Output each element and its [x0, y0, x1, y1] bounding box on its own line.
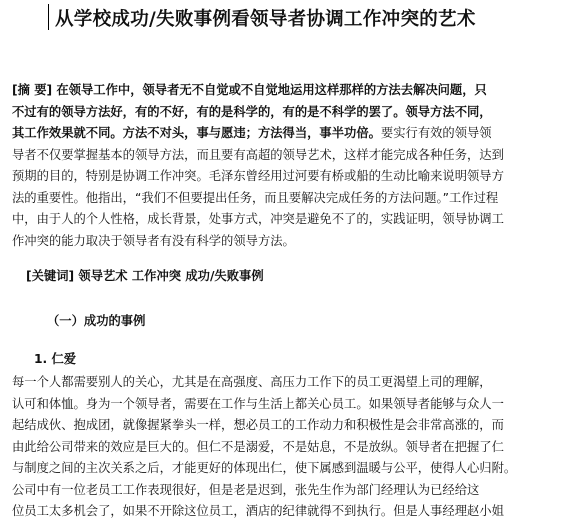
abstract-block: [12, 80, 572, 252]
body-line: 每一个人都需要别人的关心，尤其是在高强度、高压力工作下的员工更渴望上司的理解，: [12, 375, 492, 389]
abstract-line-6: 法的重要性。他指出，“我们不但要提出任务，而且要解决完成任务的方法问题。”工作过程: [12, 190, 499, 205]
body-line: 公司中有一位老员工工作表现很好，但是老是迟到，张先生作为部门经理认为已经给这: [12, 482, 480, 497]
text-cursor: [48, 4, 49, 30]
subsection-heading: 1. 仁爱: [34, 352, 77, 366]
body-line: 由此给公司带来的效应是巨大的。但仁不是溺爱，不是姑息，不是放纵。领导者在把握了仁: [12, 439, 504, 454]
body-line: 与制度之间的主次关系之后，才能更好的体现出仁，使下属感到温暖与公平，使得人心归附。: [12, 461, 517, 475]
abstract-line-2: 不过有的领导方法好，有的不好，有的是科学的，有的是不科学的罢了。领导方法不同，: [12, 104, 492, 119]
abstract-line-3: 其工作效果就不同。方法不对头，事与愿违；方法得当，事半功倍。要实行有效的领导领: [12, 126, 492, 140]
abstract-line-5: 预期的目的，特别是协调工作冲突。毛泽东曾经用过河要有桥或船的生动比喻来说明领导方: [12, 169, 504, 183]
document-title: 从学校成功/失败事例看领导者协调工作冲突的艺术: [55, 9, 476, 30]
abstract-line-4: 导者不仅要掌握基本的领导方法，而且要有高超的领导艺术，这样才能完成各种任务，达到: [12, 147, 504, 162]
body-line: 起结成伙、抱成团，就像握紧拳头一样，想必员工的工作动力和积极性是会非常高涨的，而: [12, 418, 504, 432]
abstract-label: [摘 要]: [12, 83, 53, 97]
keywords-line: [关键词] 领导艺术 工作冲突 成功/失败事例: [26, 269, 264, 283]
abstract-line-8: 作冲突的能力取决于领导者有没有科学的领导方法。: [12, 233, 295, 248]
abstract-line-7: 中，由于人的个人性格，成长背景，处事方式，冲突是避免不了的，实践证明，领导协调工: [12, 212, 504, 226]
body-line: 位员工太多机会了，如果不开除这位员工，酒店的纪律就得不到执行。但是人事经理赵小姐: [12, 504, 504, 518]
abstract-line-1: [摘 要] 在领导工作中，领导者无不自觉或不自觉地运用这样那样的方法去解决问题，只: [12, 83, 487, 97]
body-line: 认可和体恤。身为一个领导者，需要在工作与生活上都关心员工。如果领导者能够与众人一: [12, 396, 504, 411]
section-heading: （一）成功的事例: [47, 314, 146, 328]
body-paragraphs: [12, 372, 572, 523]
